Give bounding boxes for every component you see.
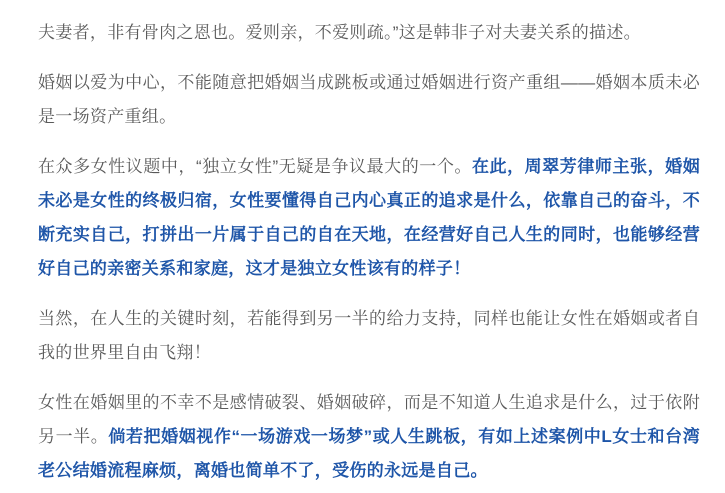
paragraph [38,150,700,286]
paragraph [38,16,700,50]
body-text: 夫妻者，非有骨肉之恩也。爱则亲，不爱则疏。”这是韩非子对夫妻关系的描述。 [38,23,641,42]
body-text: 女性在婚姻里的不幸不是感情破裂、婚姻破碎，而是不知道人生追求是什么，过于依附另一半。 [38,393,700,446]
body-text: 当然，在人生的关键时刻，若能得到另一半的给力支持，同样也能让女性在婚姻或者自我的世界里自由飞翔！ [38,309,700,362]
body-text: 婚姻以爱为中心，不能随意把婚姻当成跳板或通过婚姻进行资产重组——婚姻本质未必是一场资产重组。 [38,73,700,126]
body-text: 在众多女性议题中，“独立女性”无疑是争议最大的一个。 [38,157,472,176]
paragraph [38,302,700,370]
emphasized-text: 倘若把婚姻视作“一场游戏一场梦”或人生跳板，有如上述案例中L女士和台湾老公结婚流程麻烦，离婚也简单不了，受伤的永远是自己。 [38,427,700,480]
paragraph [38,66,700,134]
paragraph [38,386,700,488]
emphasized-text: 在此，周翠芳律师主张，婚姻未必是女性的终极归宿，女性要懂得自己内心真正的追求是什么，依靠自己的奋斗，不断充实自己，打拼出一片属于自己的自在天地，在经营好自己人生的同时，也能够经营好自己的亲密关系和家庭，这才是独立女性该有的样子！ [38,157,701,278]
